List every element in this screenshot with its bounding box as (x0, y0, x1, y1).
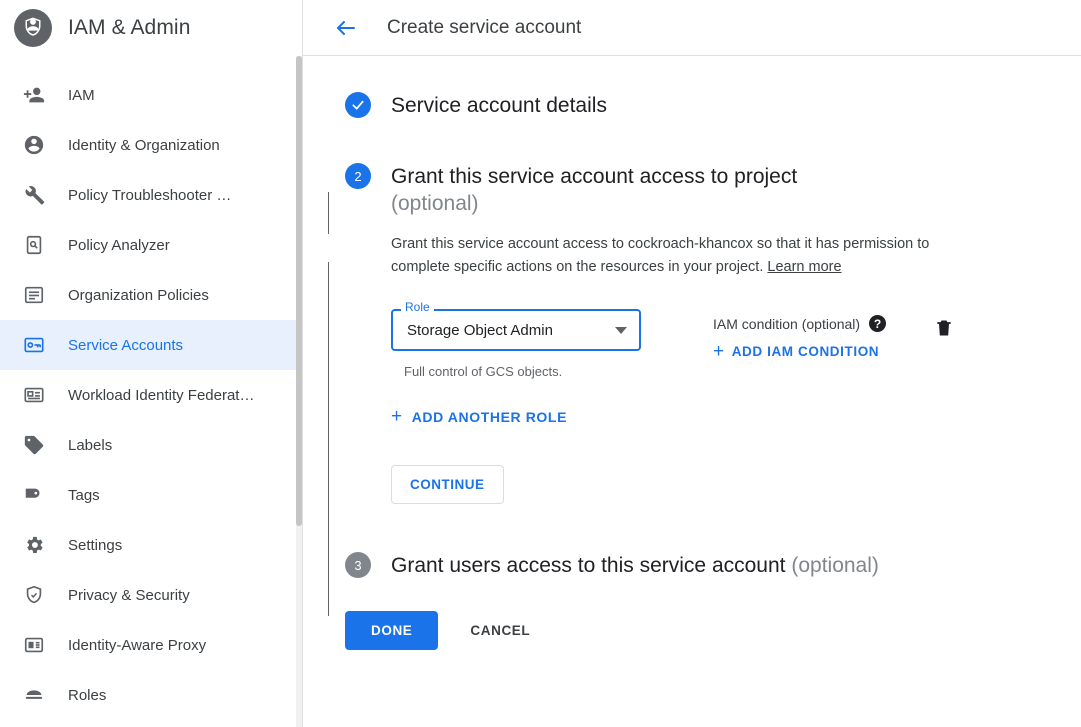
done-button[interactable]: DONE (345, 611, 438, 650)
sidebar-item-roles[interactable] (0, 670, 302, 720)
step-2-description-text: Grant this service account access to cockroach-khancox so that it has permission to complete specific actions on the resources in your project. (391, 236, 930, 275)
iap-icon (22, 633, 46, 657)
trash-icon[interactable] (934, 309, 954, 344)
sidebar-nav (0, 56, 302, 720)
gear-icon (22, 533, 46, 557)
sidebar-item-label: Identity & Organization (68, 136, 220, 154)
sidebar-item-label: Policy Analyzer (68, 236, 170, 254)
step-3-grant-users-access[interactable] (333, 552, 1081, 579)
add-another-role-label: ADD ANOTHER ROLE (411, 408, 568, 425)
step-2-title (391, 163, 1081, 217)
sidebar-header (0, 0, 302, 56)
sidebar-item-iam[interactable] (0, 70, 302, 120)
sidebar-item-label: Roles (68, 686, 107, 704)
sidebar-item-label: Organization Policies (68, 286, 209, 304)
service-account-icon (22, 333, 46, 357)
step-2-title-text: Grant this service account access to project (391, 165, 798, 188)
list-icon (22, 283, 46, 307)
roles-icon (22, 683, 46, 707)
person-add-icon (22, 83, 46, 107)
step-1-service-account-details[interactable] (333, 92, 1081, 119)
id-card-icon (22, 383, 46, 407)
footer-actions (333, 611, 1081, 650)
account-circle-icon (22, 133, 46, 157)
main-panel (303, 0, 1081, 727)
plus-icon: + (713, 341, 725, 362)
step-2-description (391, 233, 991, 279)
sidebar-item-service-accounts[interactable] (0, 320, 302, 370)
add-iam-condition-label: ADD IAM CONDITION (731, 344, 880, 359)
role-field-label: Role (401, 300, 434, 314)
shield-person-icon (14, 9, 52, 47)
plus-icon: + (391, 406, 403, 427)
step-2-optional-text: (optional) (391, 192, 479, 215)
label-icon (22, 433, 46, 457)
document-search-icon (22, 233, 46, 257)
step-2-marker: 2 (345, 163, 371, 189)
step-connector-2 (328, 262, 329, 616)
arrow-left-icon[interactable] (333, 15, 359, 41)
sidebar-item-policy-analyzer[interactable] (0, 220, 302, 270)
continue-button[interactable]: CONTINUE (391, 465, 504, 504)
product-title: IAM & Admin (68, 16, 191, 39)
wizard-content (303, 56, 1081, 650)
role-field (391, 300, 641, 379)
sidebar-item-identity-aware-proxy[interactable] (0, 620, 302, 670)
iam-condition-block (713, 309, 886, 361)
sidebar-item-tags[interactable] (0, 470, 302, 520)
sidebar-item-label: Tags (68, 486, 100, 504)
step-3-optional-text: (optional) (791, 554, 879, 577)
step-2-grant-access (333, 163, 1081, 504)
step-3-marker: 3 (345, 552, 371, 578)
sidebar-item-organization-policies[interactable] (0, 270, 302, 320)
step-3-title (391, 552, 1081, 579)
sidebar-item-privacy-security[interactable] (0, 570, 302, 620)
sidebar-item-workload-identity-federation[interactable] (0, 370, 302, 420)
add-another-role-button[interactable] (391, 407, 567, 426)
add-iam-condition-button[interactable] (713, 342, 886, 361)
sidebar-item-label: Workload Identity Federat… (68, 386, 255, 404)
sidebar-item-label: IAM (68, 86, 95, 104)
sidebar-item-settings[interactable] (0, 520, 302, 570)
shield-icon (22, 583, 46, 607)
sidebar-item-label: Identity-Aware Proxy (68, 636, 207, 654)
wrench-icon (22, 183, 46, 207)
role-helper-text: Full control of GCS objects. (404, 364, 563, 379)
sidebar-scrollbar-thumb[interactable] (296, 56, 302, 526)
role-row (391, 300, 1081, 379)
learn-more-link[interactable]: Learn more (767, 259, 842, 275)
tag-icon (22, 483, 46, 507)
chevron-down-icon (615, 327, 627, 334)
sidebar-item-policy-troubleshooter[interactable] (0, 170, 302, 220)
iam-condition-label-row (713, 315, 886, 332)
sidebar-item-label: Labels (68, 436, 113, 454)
role-select[interactable] (391, 309, 641, 351)
step-connector-1 (328, 192, 329, 234)
sidebar (0, 0, 303, 727)
sidebar-item-label: Policy Troubleshooter … (68, 186, 232, 204)
role-select-value: Storage Object Admin (407, 321, 553, 339)
iam-condition-label: IAM condition (optional) (713, 315, 861, 332)
sidebar-item-identity-organization[interactable] (0, 120, 302, 170)
sidebar-item-label: Service Accounts (68, 336, 184, 354)
step-3-title-text: Grant users access to this service account (391, 554, 786, 577)
sidebar-item-label: Privacy & Security (68, 586, 190, 604)
help-icon[interactable]: ? (869, 315, 886, 332)
step-1-marker (345, 92, 371, 118)
sidebar-item-labels[interactable] (0, 420, 302, 470)
cancel-button[interactable]: CANCEL (462, 611, 538, 650)
page-title: Create service account (387, 16, 582, 38)
sidebar-item-label: Settings (68, 536, 123, 554)
main-header (303, 0, 1081, 56)
step-1-title: Service account details (391, 94, 607, 117)
